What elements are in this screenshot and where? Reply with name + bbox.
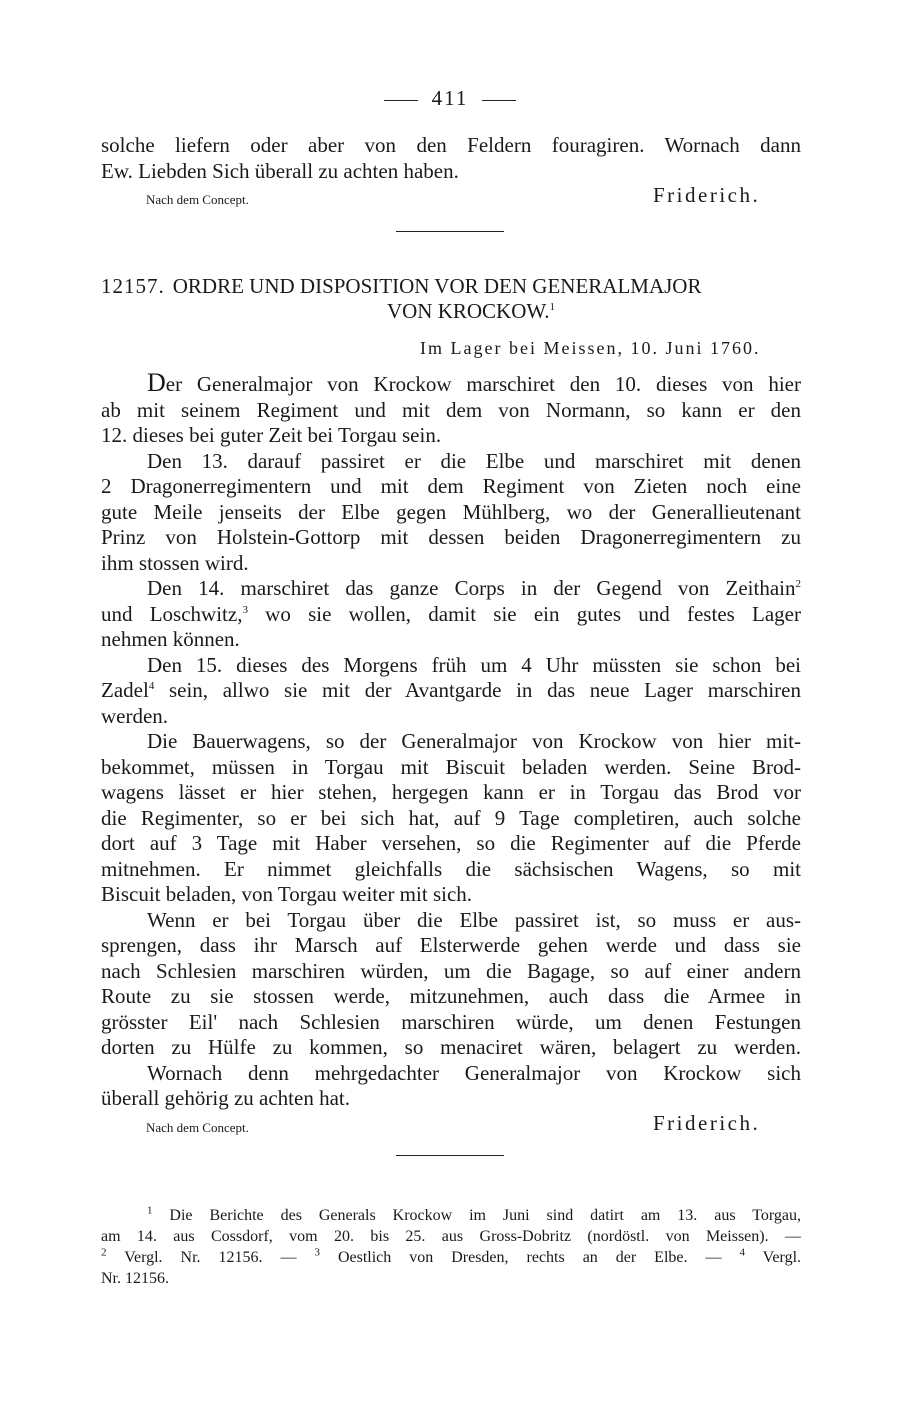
- text-line: Den 14. marschiret das ganze Corps in der Gegend von Zeithain$^2$: [147, 576, 801, 600]
- initial-letter: D: [147, 368, 166, 397]
- heading-line-2: VON KROCKOW.: [386, 299, 550, 323]
- text-line: bekommet, müssen in Torgau mit Biscuit beladen werden. Seine Brod-: [101, 754, 801, 779]
- paragraph-5: [101, 729, 801, 908]
- text-line: dort auf 3 Tage mit Haber versehen, so die Regimenter auf die Pferde: [101, 831, 801, 855]
- text-line: Wenn er bei Torgau über die Elbe passiret ist, so muss er aus-: [147, 907, 801, 932]
- text-line: Den 13. darauf passiret er die Elbe und marschiret mit denen: [147, 448, 801, 473]
- text-line: Route zu sie stossen werde, mitzunehmen, auch dass die Armee in: [101, 984, 801, 1008]
- place-date: Im Lager bei Meissen, 10. Juni 1760.: [420, 338, 761, 358]
- footnote-line: Nr. 12156.: [101, 1270, 169, 1287]
- text-line: ihm stossen wird.: [101, 550, 249, 575]
- text-line: und Loschwitz,$^3$ wo sie wollen, damit sie ein gutes und festes Lager: [101, 601, 801, 626]
- text-line: Die Bauerwagens, so der Generalmajor von Krockow von hier mit-: [147, 729, 801, 753]
- page-number-dash-left: [384, 100, 418, 101]
- paragraph-6: [101, 908, 801, 1061]
- text-line: sprengen, dass ihr Marsch auf Elsterwerde gehen werde und dass sie: [101, 933, 801, 957]
- preceding-text: [101, 133, 801, 184]
- section-divider: [396, 1155, 504, 1156]
- text-line: ab mit seinem Regiment und mit dem von Normann, so kann er den: [101, 397, 801, 422]
- order-body: [101, 370, 801, 1112]
- footnote-marker: 4: [148, 680, 155, 692]
- text-line: grösster Eil' nach Schlesien marschiren würde, um denen Festungen: [101, 1009, 801, 1034]
- footnotes: [101, 1205, 801, 1289]
- text-line: dorten zu Hülfe zu kommen, so menaciret wären, belagert zu werden.: [101, 1035, 801, 1059]
- heading-line-1: ORDRE UND DISPOSITION VOR DEN GENERALMAJOR: [172, 274, 702, 298]
- document-number: 12157.: [101, 274, 165, 298]
- footnote-marker: 1: [549, 301, 556, 313]
- footnote-marker: 2: [795, 578, 801, 590]
- document-heading: [101, 274, 801, 324]
- text-line: nach Schlesien marschiren würden, um die Bagage, so auf einer andern: [101, 958, 801, 983]
- footnote-marker: 2: [101, 1246, 107, 1259]
- paragraph-3: [101, 576, 801, 653]
- footnote-line: am 14. aus Cossdorf, vom 20. bis 25. aus Gross-Dobritz (nordöstl. von Meissen). —: [101, 1228, 801, 1245]
- paragraph-1: [101, 370, 801, 449]
- footnote-line: $^1$ Die Berichte des Generals Krockow im Juni sind datirt am 13. aus Torgau,: [147, 1204, 801, 1224]
- text-line: Biscuit beladen, von Torgau weiter mit sich.: [101, 882, 473, 906]
- text-line: die Regimenter, so er bei sich hat, auf 9 Tage completiren, auch solche: [101, 805, 801, 830]
- page-number-dash-right: [482, 100, 516, 101]
- footnote-marker: 3: [314, 1246, 320, 1259]
- page-number: [0, 86, 900, 111]
- text-line: werden.: [101, 703, 169, 728]
- footnote-marker: 1: [147, 1204, 153, 1217]
- source-note: Nach dem Concept.: [146, 1120, 249, 1135]
- page-number-text: 411: [431, 86, 469, 110]
- text-line: Ew. Liebden Sich überall zu achten haben.: [101, 158, 459, 183]
- source-note: Nach dem Concept.: [146, 192, 249, 207]
- paragraph-2: [101, 449, 801, 577]
- text-line: gute Meile jenseits der Elbe gegen Mühlberg, wo der Generallieutenant: [101, 499, 801, 524]
- footnote-line: $^2$ Vergl. Nr. 12156. — $^3$ Oestlich von Dresden, rechts an der Elbe. — $^4$ Vergl.: [101, 1246, 802, 1266]
- text-line: nehmen können.: [101, 627, 240, 651]
- text-line: überall gehörig zu achten hat.: [101, 1086, 350, 1110]
- paragraph-7: [101, 1061, 801, 1112]
- text-line: 2 Dragonerregimentern und mit dem Regiment von Zieten noch eine: [101, 474, 801, 498]
- text-line: solche liefern oder aber von den Feldern fouragiren. Wornach dann: [101, 133, 801, 157]
- section-divider: [396, 231, 504, 232]
- text-line: mitnehmen. Er nimmet gleichfalls die sächsischen Wagens, so mit: [101, 856, 801, 881]
- footnote-marker: 4: [739, 1246, 745, 1259]
- paragraph-4: [101, 653, 801, 730]
- signature: Friderich.: [653, 183, 761, 207]
- text-line: wagens lässet er hier stehen, hergegen kann er in Torgau das Brod vor: [101, 780, 801, 804]
- signature: Friderich.: [653, 1111, 761, 1135]
- text-line: Den 15. dieses des Morgens früh um 4 Uhr müssten sie schon bei: [147, 652, 801, 677]
- text-line: 12. dieses bei guter Zeit bei Torgau sein.: [101, 423, 442, 447]
- text-line: Prinz von Holstein-Gottorp mit dessen beiden Dragonerregimentern zu: [101, 525, 801, 549]
- text-line: Wornach denn mehrgedachter Generalmajor von Krockow sich: [147, 1060, 801, 1085]
- footnote-marker: 3: [242, 603, 248, 616]
- text-line: Zadel$^4$ sein, allwo sie mit der Avantgarde in das neue Lager marschiren: [101, 678, 801, 702]
- text-line: Der Generalmajor von Krockow marschiret den 10. dieses von hier: [147, 368, 801, 397]
